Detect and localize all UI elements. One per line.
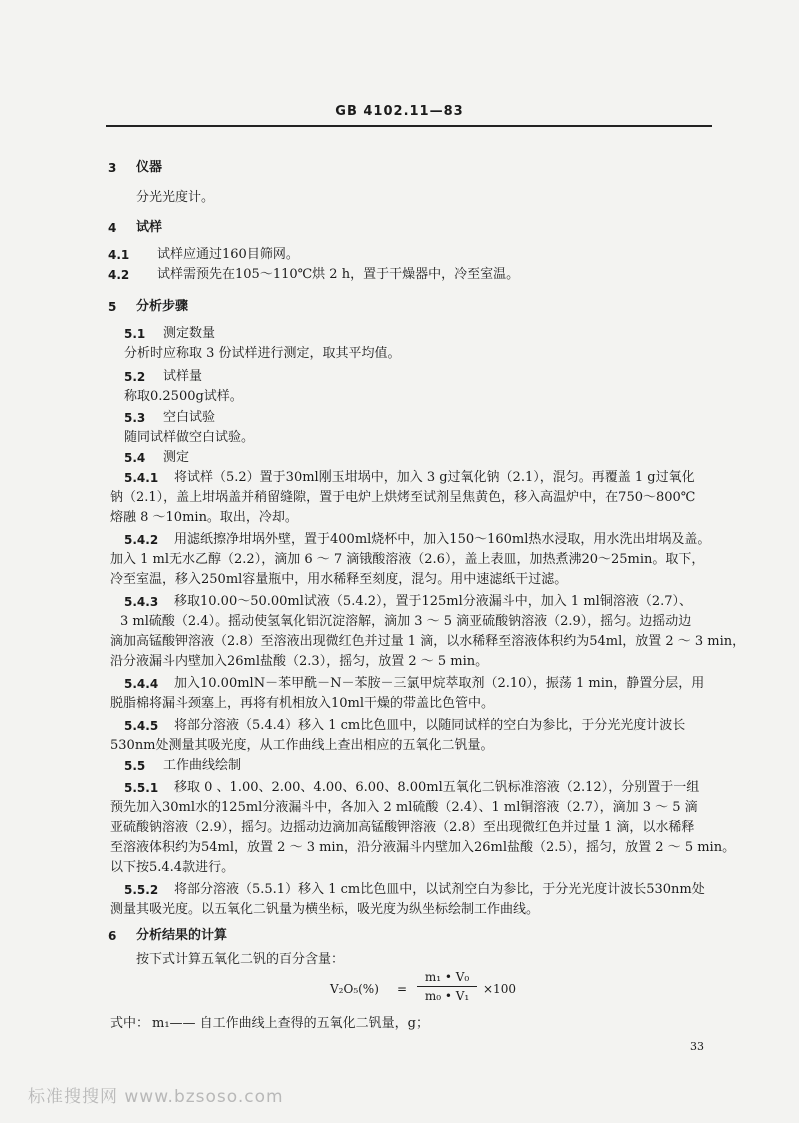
clause-5-3-title: 空白试验 bbox=[163, 410, 216, 425]
clause-5-1-body: 分析时应称取 3 份试样进行测定，取其平均值。 bbox=[124, 346, 401, 361]
where-label: 式中： bbox=[110, 1016, 150, 1031]
clause-5-4-4-line-2: 脱脂棉将漏斗颈塞上，再将有机相放入10ml干燥的带盖比色管中。 bbox=[110, 696, 495, 711]
clause-5-3-number: 5.3 bbox=[124, 411, 146, 425]
clause-5-5-2-line-2: 测量其吸光度。以五氧化二钒量为横坐标，吸光度为纵坐标绘制工作曲线。 bbox=[110, 902, 540, 917]
section-3-title: 仪器 bbox=[136, 160, 163, 175]
where-definition-m1: m₁—— 自工作曲线上查得的五氧化二钒量，g； bbox=[152, 1016, 429, 1031]
clause-5-4-title: 测定 bbox=[163, 450, 190, 465]
formula-numerator: m₁ • V₀ bbox=[424, 970, 470, 984]
clause-5-4-3-line-4: 沿分液漏斗内壁加入26ml盐酸（2.3），摇匀，放置 2 ～ 5 min。 bbox=[110, 654, 489, 669]
clause-5-5-1-line-3: 亚硫酸钠溶液（2.9），摇匀。边摇动边滴加高锰酸钾溶液（2.8）至出现微红色并过量 1 滴，以水稀释 bbox=[110, 820, 695, 835]
clause-5-4-5-number: 5.4.5 bbox=[124, 719, 159, 733]
clause-5-1-title: 测定数量 bbox=[163, 326, 216, 341]
clause-5-4-3-line-1: 移取10.00～50.00ml试液（5.4.2），置于125ml分液漏斗中，加入 1 ml铜溶液（2.7）、 bbox=[174, 594, 692, 609]
clause-5-2-title: 试样量 bbox=[163, 369, 203, 384]
clause-5-5-2-number: 5.5.2 bbox=[124, 883, 159, 897]
clause-5-4-1-line-1: 将试样（5.2）置于30ml刚玉坩埚中，加入 3 g过氧化钠（2.1），混匀。再覆盖 1 g过氧化 bbox=[174, 470, 695, 485]
clause-5-4-2-line-2: 加入 1 ml无水乙醇（2.2），滴加 6 ～ 7 滴锇酸溶液（2.6），盖上表皿，加热煮沸20～25min。取下， bbox=[110, 552, 705, 567]
section-3-number: 3 bbox=[108, 161, 117, 175]
clause-5-4-1-line-2: 钠（2.1），盖上坩埚盖并稍留缝隙，置于电炉上烘烤至试剂呈焦黄色，移入高温炉中，在750～800℃ bbox=[110, 490, 696, 505]
section-5-title: 分析步骤 bbox=[136, 299, 189, 314]
clause-5-4-5-line-2: 530nm处测量其吸光度，从工作曲线上查出相应的五氧化二钒量。 bbox=[110, 738, 494, 753]
clause-4-2-number: 4.2 bbox=[108, 268, 130, 282]
clause-5-4-number: 5.4 bbox=[124, 451, 146, 465]
clause-5-2-number: 5.2 bbox=[124, 370, 146, 384]
clause-5-4-1-line-3: 熔融 8 ～10min。取出，冷却。 bbox=[110, 510, 298, 525]
clause-5-4-2-line-1: 用滤纸擦净坩埚外壁，置于400ml烧杯中，加入150～160ml热水浸取，用水洗出坩埚及盖。 bbox=[174, 532, 711, 547]
clause-5-5-2-line-1: 将部分溶液（5.5.1）移入 1 cm比色皿中，以试剂空白为参比，于分光光度计波长530nm处 bbox=[174, 882, 705, 897]
section-6-intro: 按下式计算五氧化二钒的百分含量： bbox=[136, 952, 345, 967]
section-6-title: 分析结果的计算 bbox=[136, 928, 228, 943]
clause-4-1-text: 试样应通过160目筛网。 bbox=[157, 247, 299, 262]
clause-5-5-1-line-4: 至溶液体积约为54ml，放置 2 ～ 3 min，沿分液漏斗内壁加入26ml盐酸（2.5），摇匀，放置 2 ～ 5 min。 bbox=[110, 840, 736, 855]
clause-5-3-body: 随同试样做空白试验。 bbox=[124, 430, 255, 445]
vanadium-formula bbox=[330, 966, 550, 1016]
section-3-body: 分光光度计。 bbox=[136, 190, 215, 205]
formula-fraction bbox=[415, 968, 479, 1005]
clause-5-4-4-number: 5.4.4 bbox=[124, 677, 159, 691]
clause-5-4-2-line-3: 冷至室温，移入250ml容量瓶中，用水稀释至刻度，混匀。用中速滤纸干过滤。 bbox=[110, 572, 568, 587]
section-4-title: 试样 bbox=[136, 220, 163, 235]
clause-5-2-body: 称取0.2500g试样。 bbox=[124, 389, 243, 404]
site-watermark: 标准搜搜网 www.bzsoso.com bbox=[28, 1087, 284, 1107]
clause-4-2-text: 试样需预先在105～110℃烘 2 h，置于干燥器中，冷至室温。 bbox=[157, 267, 520, 282]
clause-5-5-title: 工作曲线绘制 bbox=[163, 758, 242, 773]
formula-denominator: m₀ • V₁ bbox=[424, 989, 470, 1003]
clause-5-4-3-number: 5.4.3 bbox=[124, 595, 159, 609]
clause-5-4-3-line-3: 滴加高锰酸钾溶液（2.8）至溶液出现微红色并过量 1 滴，以水稀释至溶液体积约为54ml，放置 2 ～ 3 min， bbox=[110, 634, 746, 649]
clause-5-4-5-line-1: 将部分溶液（5.4.4）移入 1 cm比色皿中，以随同试样的空白为参比，于分光光度计波长 bbox=[174, 718, 686, 733]
section-6-number: 6 bbox=[108, 929, 117, 943]
formula-lhs: V₂O₅(%) bbox=[330, 982, 379, 996]
clause-5-5-1-line-2: 预先加入30ml水的125ml分液漏斗中，各加入 2 ml硫酸（2.4）、1 ml铜溶液（2.7），滴加 3 ～ 5 滴 bbox=[110, 800, 698, 815]
section-4-number: 4 bbox=[108, 221, 117, 235]
clause-5-5-1-line-5: 以下按5.4.4款进行。 bbox=[110, 860, 235, 875]
section-5-number: 5 bbox=[108, 300, 117, 314]
clause-5-5-1-line-1: 移取 0 、1.00、2.00、4.00、6.00、8.00ml五氧化二钒标准溶液（2.12），分别置于一组 bbox=[174, 780, 700, 795]
clause-5-4-4-line-1: 加入10.00mlN－苯甲酰－N－苯胺－三氯甲烷萃取剂（2.10），振荡 1 min，静置分层，用 bbox=[174, 676, 705, 691]
formula-equals: = bbox=[397, 982, 408, 996]
clause-5-4-1-number: 5.4.1 bbox=[124, 471, 159, 485]
clause-5-5-1-number: 5.5.1 bbox=[124, 781, 159, 795]
clause-5-5-number: 5.5 bbox=[124, 759, 146, 773]
formula-multiplier: ×100 bbox=[483, 982, 516, 996]
standard-code-header: GB 4102.11—83 bbox=[335, 104, 464, 119]
header-rule bbox=[106, 125, 712, 127]
clause-5-4-2-number: 5.4.2 bbox=[124, 533, 159, 547]
clause-5-1-number: 5.1 bbox=[124, 327, 146, 341]
clause-5-4-3-line-2: 3 ml硫酸（2.4）。摇动使氢氧化铝沉淀溶解，滴加 3 ～ 5 滴亚硫酸钠溶液（2.9），摇匀。边摇动边 bbox=[120, 614, 692, 629]
clause-4-1-number: 4.1 bbox=[108, 248, 130, 262]
page-number: 33 bbox=[690, 1040, 704, 1053]
